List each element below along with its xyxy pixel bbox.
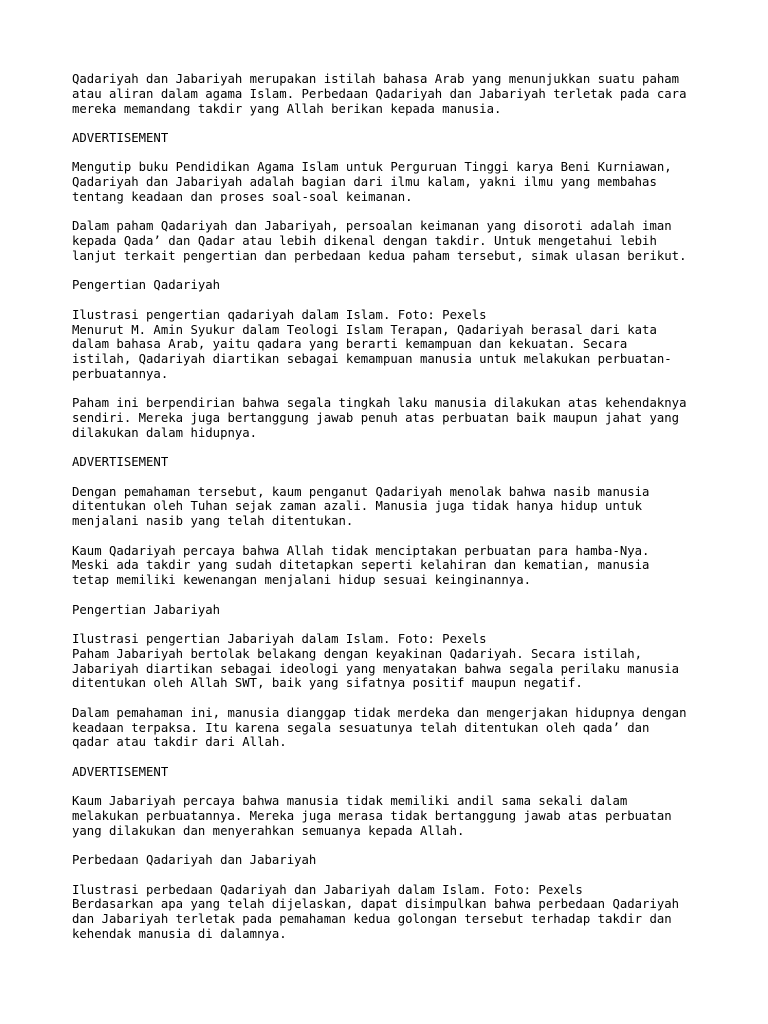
section-heading-jabariyah: Pengertian Jabariyah	[72, 602, 221, 617]
advertisement-label: ADVERTISEMENT	[72, 130, 169, 145]
body-paragraph: Kaum Qadariyah percaya bahwa Allah tidak menciptakan perbuatan para hamba-Nya. Meski ada takdir yang sudah ditetapkan seperti kelahiran dan kematian, manusia tetap memiliki kewenangan menjalani hidup sesuai keinginannya.	[72, 543, 650, 588]
section-heading-perbedaan: Perbedaan Qadariyah dan Jabariyah	[72, 853, 317, 868]
body-paragraph: Ilustrasi pengertian Jabariyah dalam Islam. Foto: Pexels Paham Jabariyah bertolak belakang dengan keyakinan Qadariyah. Secara istilah, Jabariyah diartikan sebagai ideologi yang menyatakan bahwa segala perilaku manusia ditentukan oleh Allah SWT, baik yang sifatnya positif maupun negatif.	[72, 632, 680, 691]
body-paragraph: Paham ini berpendirian bahwa segala tingkah laku manusia dilakukan atas kehendaknya sendiri. Mereka juga bertanggung jawab penuh atas perbuatan baik maupun jahat yang dilakukan dalam hidupnya.	[72, 396, 687, 440]
body-paragraph: Ilustrasi pengertian qadariyah dalam Islam. Foto: Pexels Menurut M. Amin Syukur dalam Teologi Islam Terapan, Qadariyah berasal dari kata dalam bahasa Arab, yaitu qadara yang berarti kemampuan dan kekuatan. Secara istilah, Qadariyah diartikan sebagai kemampuan manusia untuk melakukan perbuatan- perbuatannya.	[72, 307, 672, 381]
body-paragraph: Kaum Jabariyah percaya bahwa manusia tidak memiliki andil sama sekali dalam melakukan perbuatannya. Mereka juga merasa tidak bertanggung jawab atas perbuatan yang dilakukan dan menyerahkan semuanya kepada Allah.	[72, 794, 672, 838]
advertisement-label: ADVERTISEMENT	[72, 455, 169, 470]
body-paragraph: Ilustrasi perbedaan Qadariyah dan Jabariyah dalam Islam. Foto: Pexels Berdasarkan apa yang telah dijelaskan, dapat disimpulkan bahwa perbedaan Qadariyah dan Jabariyah terletak pada pemahaman kedua golongan tersebut terhadap takdir dan kehendak manusia di dalamnya.	[72, 882, 680, 941]
body-paragraph: Dalam paham Qadariyah dan Jabariyah, persoalan keimanan yang disoroti adalah iman kepada Qada’ dan Qadar atau lebih dikenal dengan takdir. Untuk mengetahui lebih lanjut terkait pengertian dan perbedaan kedua paham tersebut, simak ulasan berikut.	[72, 219, 687, 263]
body-paragraph: Dengan pemahaman tersebut, kaum penganut Qadariyah menolak bahwa nasib manusia ditentukan oleh Tuhan sejak zaman azali. Manusia juga tidak hanya hidup untuk menjalani nasib yang telah ditentukan.	[72, 484, 650, 529]
intro-paragraph: Qadariyah dan Jabariyah merupakan istilah bahasa Arab yang menunjukkan suatu paham atau aliran dalam agama Islam. Perbedaan Qadariyah dan Jabariyah terletak pada cara mereka memandang takdir yang Allah berikan kepada manusia.	[72, 72, 687, 116]
body-paragraph: Mengutip buku Pendidikan Agama Islam untuk Perguruan Tinggi karya Beni Kurniawan, Qadariyah dan Jabariyah adalah bagian dari ilmu kalam, yakni ilmu yang membahas tentang keadaan dan proses soal-soal keimanan.	[72, 160, 672, 204]
body-paragraph: Dalam pemahaman ini, manusia dianggap tidak merdeka dan mengerjakan hidupnya dengan keadaan terpaksa. Itu karena segala sesuatunya telah ditentukan oleh qada’ dan qadar atau takdir dari Allah.	[72, 705, 687, 750]
document-page	[72, 72, 712, 956]
section-heading-qadariyah: Pengertian Qadariyah	[72, 278, 221, 293]
advertisement-label: ADVERTISEMENT	[72, 764, 169, 779]
